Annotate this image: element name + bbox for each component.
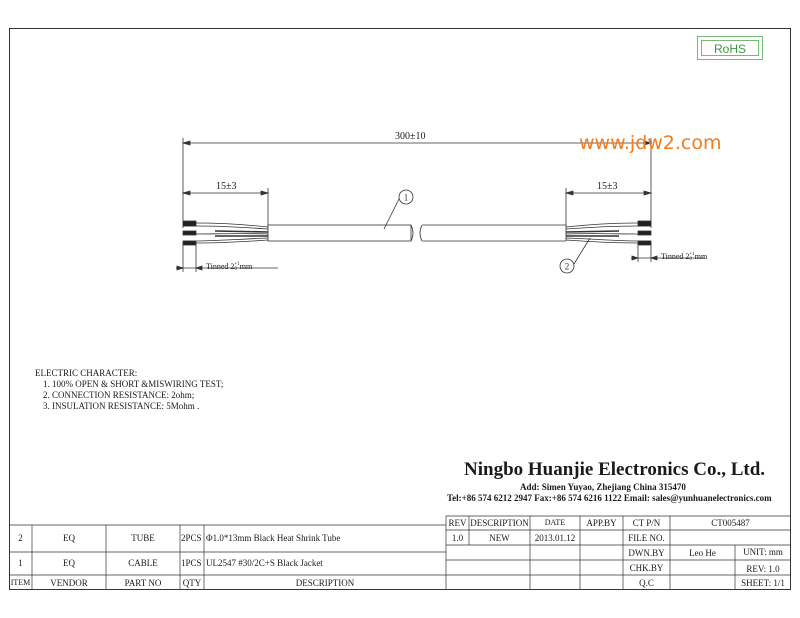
bom-description: UL2547 #30/2C+S Black Jacket: [206, 558, 323, 568]
company-address: Add: Simen Yuyao, Zhejiang China 315470: [520, 482, 686, 492]
company-name: Ningbo Huanjie Electronics Co., Ltd.: [464, 459, 766, 480]
cable-jacket-right: [422, 225, 566, 241]
dwn-by-value: Leo He: [689, 548, 716, 558]
bom-part-no: CABLE: [128, 558, 158, 568]
cable-jacket-left: [268, 225, 411, 241]
rev-label: REV: 1.0: [746, 564, 780, 574]
dim-left-strip-label: 15±3: [216, 181, 237, 192]
bom-header-item: ITEM: [10, 578, 31, 587]
bom-description: Φ1.0*13mm Black Heat Shrink Tube: [206, 533, 341, 543]
rev-date-header: DATE: [544, 518, 566, 527]
bom-header-vendor: VENDOR: [50, 578, 88, 588]
qc-label: Q.C: [639, 578, 654, 588]
company-contact: Tel:+86 574 6212 2947 Fax:+86 574 6216 1122 Email: sales@yunhuanelectronics.com: [447, 493, 772, 503]
rev-appby-header: APP.BY: [586, 518, 617, 528]
rev-value: 1.0: [451, 533, 464, 543]
watermark: www.jdw2.com: [579, 132, 722, 154]
rohs-badge: [697, 36, 763, 60]
chk-by-label: CHK.BY: [629, 563, 664, 573]
balloon-1-label: 1: [403, 192, 409, 203]
bom-vendor: EQ: [63, 558, 75, 568]
tinned-left-label: Tinned 2 +1 0 mm: [206, 262, 253, 273]
rev-header: REV: [448, 518, 467, 528]
bom-vendor: EQ: [63, 533, 75, 543]
electric-character-notes: [35, 368, 223, 412]
sheet-label: SHEET: 1/1: [741, 578, 785, 588]
unit-label: UNIT: mm: [743, 547, 783, 557]
right-wires: [566, 221, 651, 245]
electric-item: 2. CONNECTION RESISTANCE: 2ohm;: [43, 390, 195, 400]
bom-part-no: TUBE: [131, 533, 155, 543]
electric-heading: ELECTRIC CHARACTER:: [35, 368, 138, 378]
rev-description-value: NEW: [489, 533, 510, 543]
bom-item: 2: [18, 533, 23, 543]
bom-header-part-no: PART NO: [124, 578, 162, 588]
bom-item: 1: [18, 558, 23, 568]
electric-item: 3. INSULATION RESISTANCE: 5Mohm .: [43, 401, 200, 411]
dim-right-strip-label: 15±3: [597, 181, 618, 192]
ct-pn-label: CT P/N: [632, 518, 661, 528]
bom-qty: 2PCS: [181, 533, 202, 543]
dim-total-label: 300±10: [395, 131, 426, 142]
electric-item: 1. 100% OPEN & SHORT &MISWIRING TEST;: [43, 379, 224, 389]
file-no-label: FILE NO.: [628, 533, 665, 543]
rohs-label: RoHS: [701, 40, 759, 56]
rev-date-value: 2013.01.12: [534, 533, 576, 543]
bom-header-qty: QTY: [182, 578, 202, 588]
ct-pn-value: CT005487: [711, 518, 750, 528]
rev-description-header: DESCRIPTION: [470, 518, 529, 528]
left-wires: [183, 221, 268, 245]
tinned-right-label: Tinned 2 +1 0 mm: [661, 252, 708, 263]
bom-header-description: DESCRIPTION: [295, 578, 355, 588]
bom-qty: 1PCS: [181, 558, 202, 568]
dwn-by-label: DWN.BY: [628, 548, 665, 558]
balloon-2-label: 2: [564, 261, 570, 272]
